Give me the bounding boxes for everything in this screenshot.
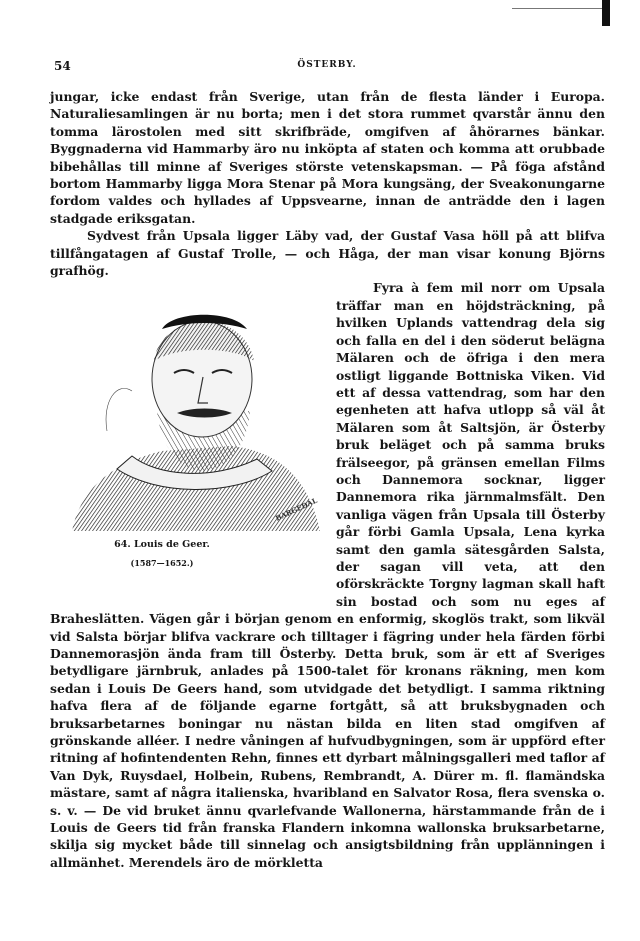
caption-title: 64. Louis de Geer. [114, 539, 210, 551]
figure-louis-de-geer [62, 281, 324, 597]
running-head: ÖSTERBY. [297, 60, 357, 70]
body-text [50, 88, 605, 871]
portrait-engraving [62, 281, 324, 536]
paragraph-2: Sydvest från Upsala ligger Läby vad, der Gustaf Vasa höll på att blifva tillfångatagen af Gustaf Trolle, — och Håga, der man visar konung Björns grafhög. [50, 228, 605, 279]
background-stroke [106, 389, 132, 432]
caption-dates: (1587—1652.) [130, 557, 194, 568]
scan-edge-mark [602, 0, 610, 26]
engraver-signature: BARGEDAL [274, 496, 319, 524]
scan-edge-line [512, 8, 602, 9]
page-number: 54 [54, 59, 71, 73]
paragraph-1: jungar, icke endast från Sverige, utan från de flesta länder i Europa. Naturaliesamlingen är nu borta; men i det stora rummet qvarstår ännu den tomma lärostolen med sitt skrifbräde, omgifven af åhörarnes bänkar. Byggnaderna vid Hammarby äro nu inköpta af staten och komma att orubbade bibehållas till minne af Sveriges störste vetenskapsman. — På föga afstånd bortom Hammarby ligga Mora Stenar på Mora kungsäng, der Sveakonungarne fordom valdes och hyllades af Uppsvearne, innan de anträdde den i lagen stadgade eriksgatan. [50, 89, 605, 226]
figure-caption [62, 536, 262, 572]
paragraph-3: Fyra à fem mil norr om Upsala träffar man en höjdsträckning, på hvilken Uplands vattendrag dela sig och falla en del i den söderut belägna Mälaren och de öfriga i den mera ostligt liggande Bottniska Viken. Vid ett af dessa vattendrag, som har den egenheten att hafva utlopp så väl åt Mälaren som åt Saltsjön, är Österby bruk beläget och på samma bruks frälseegor, på gränsen emellan Films och Dannemora socknar, ligger Dannemora rika järnmalmsfält. Den vanliga vägen från Upsala till Österby går förbi Gamla Upsala, Lena kyrka samt den gamla sätesgården Salsta, der sagan vill veta, att den oförskräckte Torgny lagman skall haft sin bostad och som nu eges af Braheslätten. Vägen går i början genom en enformig, skoglös trakt, som likväl vid Salsta börjar blifva vackrare och tilltager i fägring under hela färden förbi Dannemorasjön ända fram till Österby. Detta bruk, som är ett af Sveriges betydligare järnbruk, anlades på 1500-talet för kronans räkning, men kom sedan i Louis De Geers hand, som utvidgade det betydligt. I samma riktning hafva flera af de följande egarne fortgått, så att bruksbygnaden och bruksarbetarnes boningar nu nästan bilda en liten stad omgifven af grönskande alléer. I nedre våningen af hufvudbygningen, som är uppförd efter ritning af hofintendenten Rehn, finnes ett dyrbart målningsgalleri med taflor af Van Dyk, Ruysdael, Holbein, Rubens, Rembrandt, A. Dürer m. fl. flamändska mästare, samt af några italienska, hvaribland en Salvator Rosa, flera svenska o. s. v. — De vid bruket ännu qvarlefvande Wallonerna, härstammande från de i Louis de Geers tid från franska Flandern inkomna wallonska bruksarbetarne, skilja sig mycket både till sinnelag och ansigtsbildning från upplänningen i allmänhet. Merendels äro de mörkletta [50, 280, 605, 870]
